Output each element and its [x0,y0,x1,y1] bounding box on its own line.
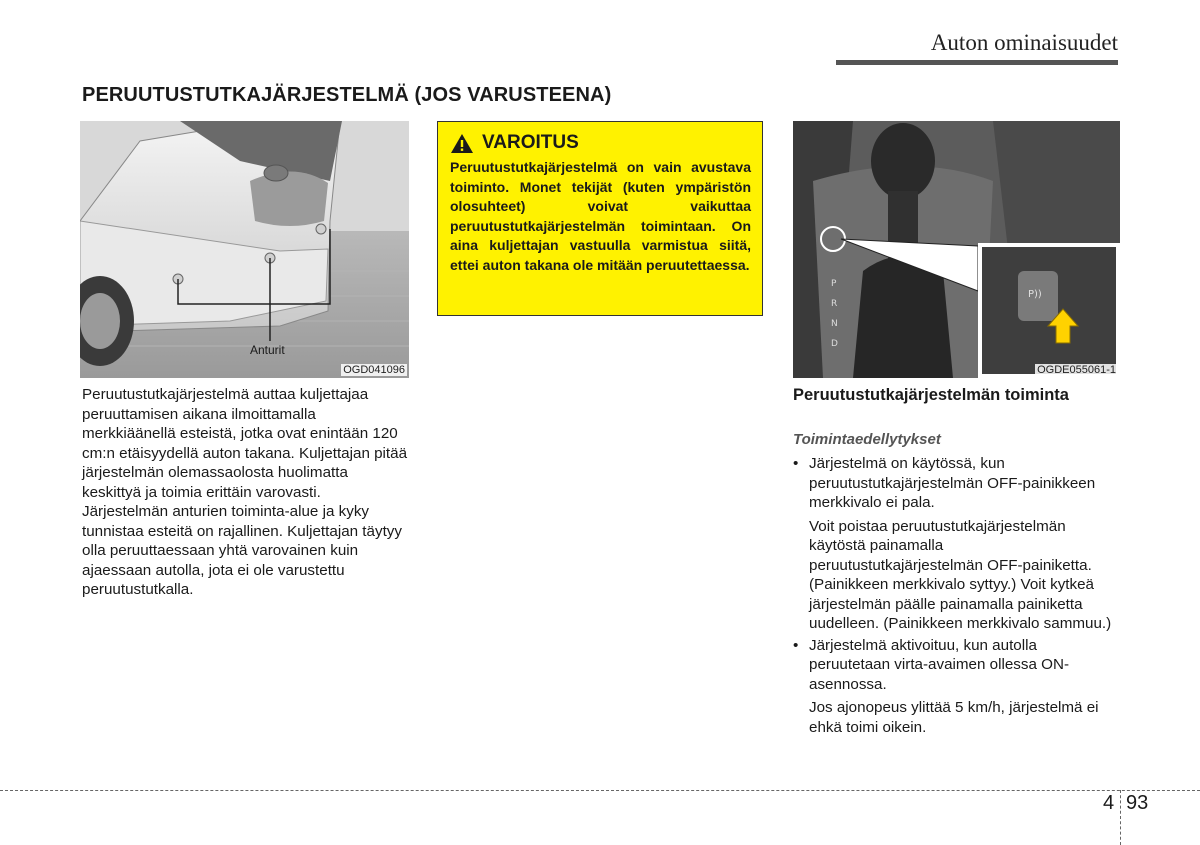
operation-title: Peruutustutkajärjestelmän toiminta [793,386,1069,404]
warning-text: Peruutustutkajärjestelmä on vain avustava toiminto. Monet tekijät (kuten ympäristön olosuhteet) voivat vaikuttaa peruutustutkajärjestelmän toimintaan. On aina kuljettajan vastuulla varmistua siitä, ettei auton takana ole mitään peruutettaessa. [450,159,751,273]
svg-text:N: N [831,319,838,329]
warning-title: VAROITUS [482,132,579,153]
footer-rule [0,790,1200,791]
svg-text:P)): P)) [1028,289,1042,300]
svg-text:R: R [831,299,838,309]
bullet-text: • Järjestelmä aktivoituu, kun autolla peruutetaan virta-avaimen ollessa ON-asennossa. [809,636,1069,693]
list-item [793,636,1120,738]
svg-text:P: P [831,279,837,289]
figure-console-off-button [793,121,1120,378]
operation-subtitle: Toimintaedellytykset [793,431,941,448]
warning-box [437,121,763,316]
bullet-extra: Jos ajonopeus ylittää 5 km/h, järjestelmä ei ehkä toimi oikein. [809,699,1099,736]
section-title: PERUUTUSTUTKAJÄRJESTELMÄ (JOS VARUSTEENA) [82,84,612,106]
chapter-number: 4 [1103,792,1115,814]
intro-paragraph: Peruutustutkajärjestelmä auttaa kuljettajaa peruuttamisen aikana ilmoittamalla merkkiäänellä esteistä, jotka ovat enintään 120 cm:n etäisyydellä auton takana. Kuljettajan pitää järjestelmän olemassaolosta huolimatta keskittyä ja toimia erittäin varovasti. Järjestelmän anturien toiminta-alue ja kyky tunnistaa esteitä on rajallinen. Kuljettajan täytyy olla peruuttaessaan yhtä varovainen kuin ajaessaan autolla, jota ei ole varustettu peruutustutkalla. [82,386,408,598]
operation-bullet-list [793,454,1120,737]
figure-callout-label: Anturit [250,343,285,357]
header-rule [836,60,1118,65]
list-item [793,454,1120,634]
bullet-text: • Järjestelmä on käytössä, kun peruutustutkajärjestelmän OFF-painikkeen merkkivalo ei pala. [809,455,1096,511]
figure-car-rear-sensors [80,121,409,378]
warning-triangle-icon [450,133,474,154]
figure-code-right: OGDE055061-1 [1037,364,1116,376]
figure-code-left: OGD041096 [343,364,405,376]
bullet-extra: Voit poistaa peruutustutkajärjestelmän käytöstä painamalla peruutustutkajärjestelmän OFF-painiketta. (Painikkeen merkkivalo syttyy.) Voit kytkeä järjestelmän päälle painamalla painiketta uudelleen. (Painikkeen merkkivalo sammuu.) [809,517,1112,632]
running-header-title: Auton ominaisuudet [930,30,1118,55]
svg-text:D: D [831,339,838,349]
page-number-separator [1120,790,1121,845]
warning-header [450,132,751,154]
car-rear-illustration [80,121,409,378]
console-illustration [793,121,1120,378]
page-number: 93 [1126,792,1149,814]
